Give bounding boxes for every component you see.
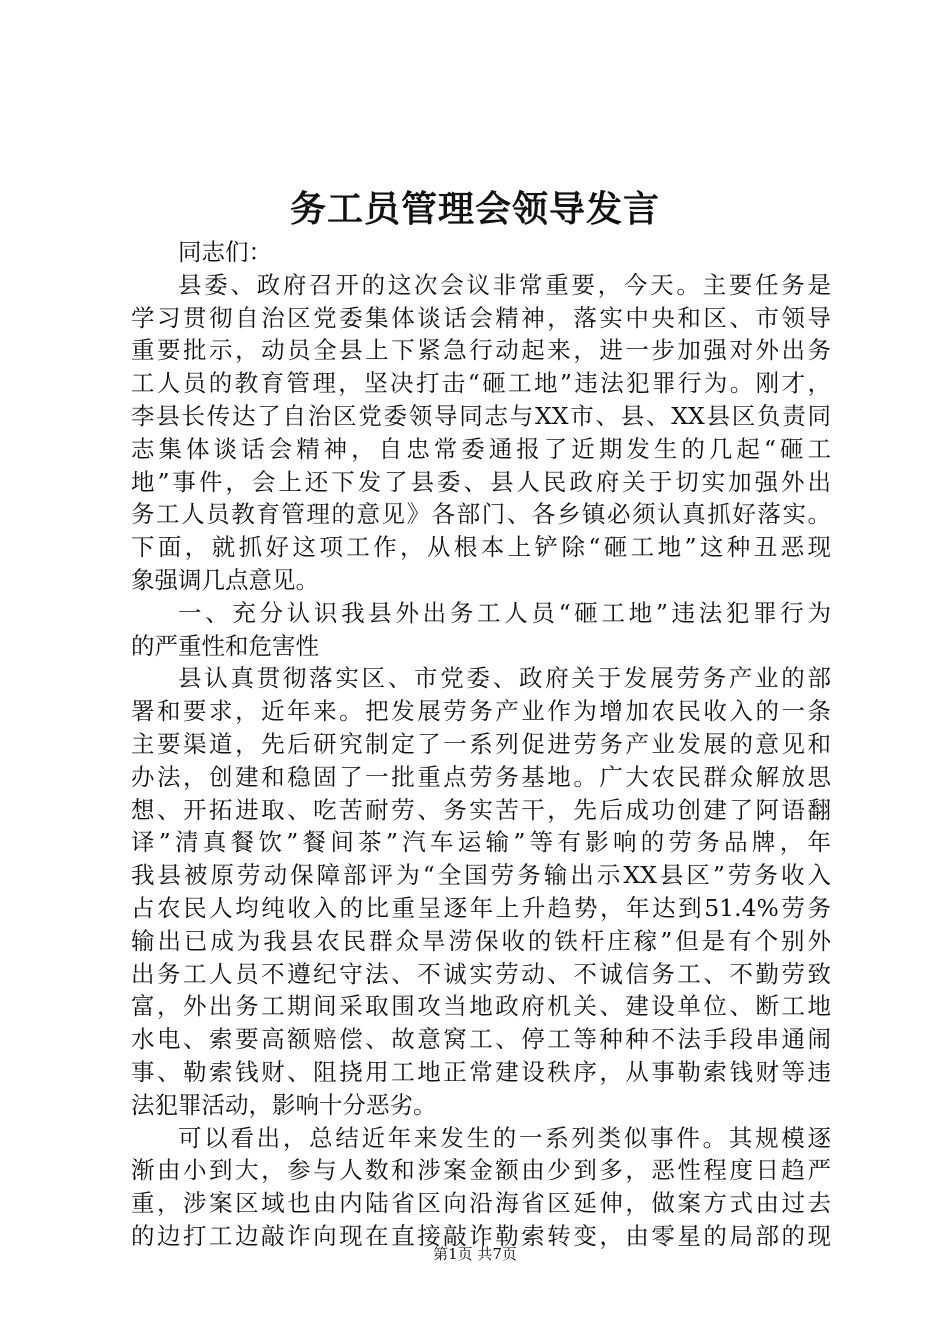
section-heading-line: 的严重性和危害性 xyxy=(131,631,319,660)
text-line: 想、开拓进取、吃苦耐劳、务实苦干，先后成功创建了阿语翻 xyxy=(131,795,831,824)
text-line: 占农民人均纯收入的比重呈逐年上升趋势，年达到51.4%劳务 xyxy=(131,893,831,922)
text-line: 工人员的教育管理，坚决打击“砸工地”违法犯罪行为。刚才， xyxy=(131,369,831,398)
text-line: 县认真贯彻落实区、市党委、政府关于发展劳务产业的部 xyxy=(178,664,831,693)
page-number-footer: 第1页 共7页 xyxy=(433,1245,517,1263)
text-line: 出务工人员不遵纪守法、不诚实劳动、不诚信务工、不勤劳致 xyxy=(131,959,831,988)
text-line: 学习贯彻自治区党委集体谈话会精神，落实中央和区、市领导 xyxy=(131,303,831,332)
text-line: 事、勒索钱财、阻挠用工地正常建设秩序，从事勒索钱财等违 xyxy=(131,1057,831,1086)
text-line: 重，涉案区域也由内陆省区向沿海省区延伸，做案方式由过去 xyxy=(131,1189,831,1218)
section-heading-line: 一、充分认识我县外出务工人员“砸工地”违法犯罪行为 xyxy=(178,598,831,627)
text-line: 县委、政府召开的这次会议非常重要，今天。主要任务是 xyxy=(178,270,831,299)
text-line: 李县长传达了自治区党委领导同志与XX市、县、XX县区负责同 xyxy=(131,401,831,430)
text-line: 法犯罪活动，影响十分恶劣。 xyxy=(131,1090,437,1119)
text-line: 输出已成为我县农民群众旱涝保收的铁杆庄稼”但是有个别外 xyxy=(131,926,831,955)
text-line: 象强调几点意见。 xyxy=(131,565,319,594)
text-line: 务工人员教育管理的意见》各部门、各乡镇必须认真抓好落实。 xyxy=(131,500,831,529)
text-line: 办法，创建和稳固了一批重点劳务基地。广大农民群众解放思 xyxy=(131,762,831,791)
document-body xyxy=(131,236,831,1253)
text-line: 重要批示，动员全县上下紧急行动起来，进一步加强对外出务 xyxy=(131,336,831,365)
text-line: 可以看出，总结近年来发生的一系列类似事件。其规模逐 xyxy=(178,1123,831,1152)
text-line: 的边打工边敲诈向现在直接敲诈勒索转变，由零星的局部的现 xyxy=(131,1221,831,1250)
salutation-line: 同志们： xyxy=(178,238,272,266)
text-line: 下面，就抓好这项工作，从根本上铲除“砸工地”这种丑恶现 xyxy=(131,533,831,562)
text-line: 我县被原劳动保障部评为“全国劳务输出示XX县区”劳务收入 xyxy=(131,861,831,890)
text-line: 署和要求，近年来。把发展劳务产业作为增加农民收入的一条 xyxy=(131,697,831,726)
text-line: 富，外出务工期间采取围攻当地政府机关、建设单位、断工地 xyxy=(131,992,831,1021)
text-line: 水电、索要高额赔偿、故意窝工、停工等种种不法手段串通闹 xyxy=(131,1025,831,1054)
text-line: 志集体谈话会精神，自忠常委通报了近期发生的几起“砸工 xyxy=(131,434,831,463)
text-line: 地”事件，会上还下发了县委、县人民政府关于切实加强外出 xyxy=(131,467,831,496)
document-title: 务工员管理会领导发言 xyxy=(289,188,660,230)
text-line: 渐由小到大，参与人数和涉案金额由少到多，恶性程度日趋严 xyxy=(131,1156,831,1185)
text-line: 译”清真餐饮”餐间茶”汽车运输”等有影响的劳务品牌，年 xyxy=(131,828,831,857)
text-line: 主要渠道，先后研究制定了一系列促进劳务产业发展的意见和 xyxy=(131,729,831,758)
